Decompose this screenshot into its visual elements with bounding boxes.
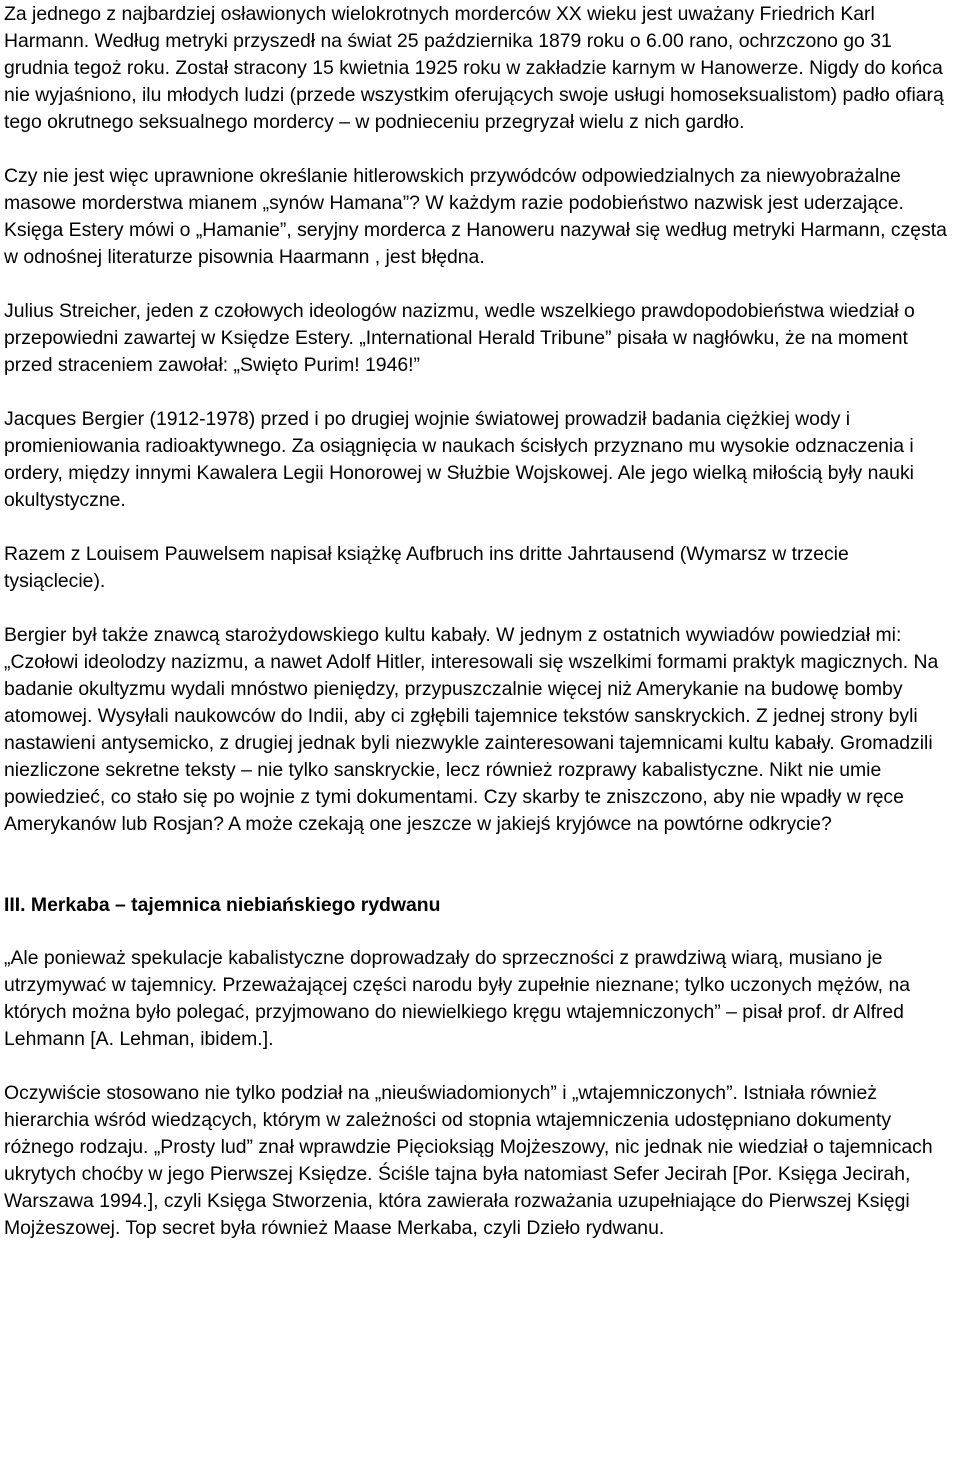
paragraph-bergier: Jacques Bergier (1912-1978) przed i po drugiej wojnie światowej prowadził badania ciężkiej wody i promieniowania radioaktywnego. Za osiągnięcia w naukach ścisłych przyznano mu wysokie odznaczenia i ordery, między innymi Kawalera Legii Honorowej w Służbie Wojskowej. Ale jego wielką miłością były nauki okultystyczne. xyxy=(4,408,914,511)
section-heading: III. Merkaba – tajemnica niebiańskiego rydwanu xyxy=(4,894,441,916)
paragraph-kabbalah: Bergier był także znawcą starożydowskiego kultu kabały. W jednym z ostatnich wywiadów powiedział mi: „Czołowi ideolodzy nazizmu, a nawet Adolf Hitler, interesowali się wszelkimi formami praktyk magicznych. Na badanie okultyzmu wydali mnóstwo pieniędzy, przypuszczalnie więcej niż Amerykanie na budowę bomby atomowej. Wysyłali naukowców do Indii, aby ci zgłębili tajemnice tekstów sanskryckich. Z jednej strony byli nastawieni antysemicko, z drugiej jednak byli niezwykle zainteresowani tajemnicami kultu kabały. Gromadzili niezliczone sekretne teksty – nie tylko sanskryckie, lecz również rozprawy kabalistyczne. Nikt nie umie powiedzieć, co stało się po wojnie z tymi dokumentami. Czy skarby te zniszczono, aby nie wpadły w ręce Amerykanów lub Rosjan? A może czekają one jeszcze w jakiejś kryjówce na powtórne odkrycie? xyxy=(4,624,939,835)
paragraph-hierarchy: Oczywiście stosowano nie tylko podział na „nieuświadomionych” i „wtajemniczonych”. Istniała również hierarchia wśród wiedzących, którym w zależności od stopnia wtajemniczenia udostępniano dokumenty różnego rodzaju. „Prosty lud” znał wprawdzie Pięcioksiąg Mojżeszowy, nic jednak nie wiedział o tajemnicach ukrytych choćby w jego Pierwszej Księdze. Ściśle tajna była natomiast Sefer Jecirah [Por. Księga Jecirah, Warszawa 1994.], czyli Księga Stworzenia, która zawierała rozważania uzupełniające do Pierwszej Księgi Mojżeszowej. Top secret była również Maase Merkaba, czyli Dzieło rydwanu. xyxy=(4,1082,933,1239)
paragraph-lehmann: „Ale ponieważ spekulacje kabalistyczne doprowadzały do sprzeczności z prawdziwą wiarą, musiano je utrzymywać w tajemnicy. Przeważającej części narodu były zupełnie nieznane; tylko uczonych mężów, na których można było polegać, przyjmowano do niewielkiego kręgu wtajemniczonych” – pisał prof. dr Alfred Lehmann [A. Lehman, ibidem.]. xyxy=(4,947,911,1050)
section-spacer xyxy=(4,865,954,892)
paragraph-harmann: Za jednego z najbardziej osławionych wielokrotnych morderców XX wieku jest uważany Friedrich Karl Harmann. Według metryki przyszedł na świat 25 października 1879 roku o 6.00 rano, ochrzczono go 31 grudnia tegoż roku. Został stracony 15 kwietnia 1925 roku w zakładzie karnym w Hanowerze. Nigdy do końca nie wyjaśniono, ilu młodych ludzi (przede wszystkim oferujących swoje usługi homoseksualistom) padło ofiarą tego okrutnego seksualnego mordercy – w podnieceniu przegryzał wielu z nich gardło. xyxy=(4,3,944,133)
document-page xyxy=(4,0,954,1269)
paragraph-haman: Czy nie jest więc uprawnione określanie hitlerowskich przywódców odpowiedzialnych za niewyobrażalne masowe morderstwa mianem „synów Hamana”? W każdym razie podobieństwo nazwisk jest uderzające. Księga Estery mówi o „Hamanie”, seryjny morderca z Hanoweru nazywał się według metryki Harmann, częsta w odnośnej literaturze pisownia Haarmann , jest błędna. xyxy=(4,165,947,268)
paragraph-streicher: Julius Streicher, jeden z czołowych ideologów nazizmu, wedle wszelkiego prawdopodobieństwa wiedział o przepowiedni zawartej w Księdze Estery. „International Herald Tribune” pisała w nagłówku, że na moment przed straceniem zawołał: „Swięto Purim! 1946!” xyxy=(4,300,915,376)
paragraph-pauwels: Razem z Louisem Pauwelsem napisał książkę Aufbruch ins dritte Jahrtausend (Wymarsz w trzecie tysiąclecie). xyxy=(4,543,849,592)
